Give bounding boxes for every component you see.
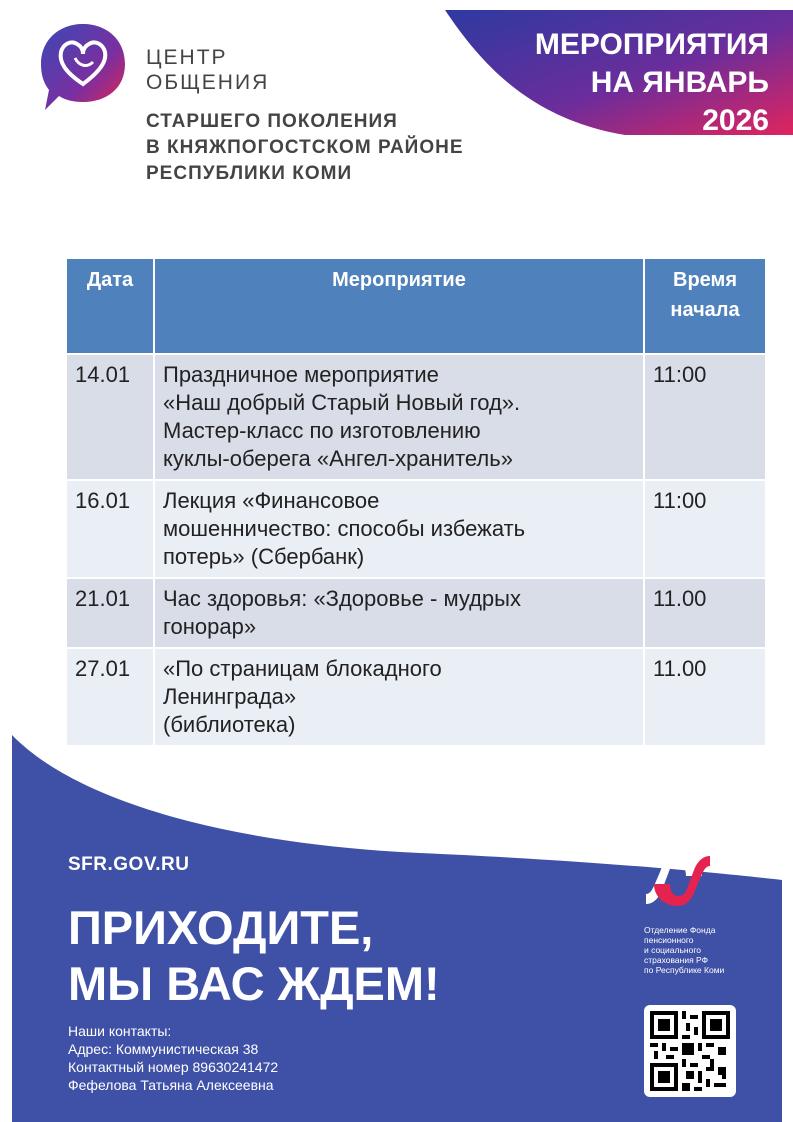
banner-line: НА ЯНВАРЬ xyxy=(590,66,769,99)
event-title-line: «Наш добрый Старый Новый год». xyxy=(163,390,521,415)
org-subtitle-line: В КНЯЖПОГОСТСКОМ РАЙОНЕ xyxy=(146,137,464,158)
banner-line: МЕРОПРИЯТИЯ xyxy=(534,28,769,61)
banner-title xyxy=(535,26,769,140)
banner-line: 2026 xyxy=(702,104,769,137)
event-title-line: куклы-оберега «Ангел-хранитель» xyxy=(163,446,513,471)
header-date: Дата xyxy=(66,258,154,354)
org-name-line: ЦЕНТР xyxy=(146,46,228,69)
event-date: 16.01 xyxy=(66,480,154,578)
website-link[interactable]: SFR.GOV.RU xyxy=(68,854,190,875)
event-time: 11:00 xyxy=(644,354,766,480)
event-title-line: Час здоровья: «Здоровье - мудрых xyxy=(163,586,521,611)
table-row xyxy=(66,648,766,746)
slogan xyxy=(68,900,440,1012)
header-time-line: Время xyxy=(673,269,737,291)
sfr-caption-line: и социального xyxy=(644,945,701,955)
header-time-line: начала xyxy=(670,299,740,321)
contacts xyxy=(68,1022,278,1094)
table-row xyxy=(66,578,766,648)
sfr-caption-line: Отделение Фонда xyxy=(644,925,716,935)
event-date: 21.01 xyxy=(66,578,154,648)
event-date: 14.01 xyxy=(66,354,154,480)
title-banner xyxy=(445,10,793,135)
event-title-line: потерь» (Сбербанк) xyxy=(163,544,365,569)
sfr-logo-icon xyxy=(644,850,712,910)
org-name-line: ОБЩЕНИЯ xyxy=(146,71,270,94)
event-title-line: (библиотека) xyxy=(163,712,296,737)
event-title xyxy=(154,648,644,746)
event-title-line: Лекция «Финансовое xyxy=(163,488,380,513)
org-subtitle-line: СТАРШЕГО ПОКОЛЕНИЯ xyxy=(146,111,398,132)
sfr-caption-line: по Республике Коми xyxy=(644,965,725,975)
event-title-line: гонорар» xyxy=(163,614,257,639)
header-event: Мероприятие xyxy=(154,258,644,354)
event-date: 27.01 xyxy=(66,648,154,746)
qr-code-pattern xyxy=(650,1011,730,1091)
sfr-caption-line: пенсионного xyxy=(644,935,694,945)
heart-speech-bubble-icon xyxy=(35,18,131,114)
event-time: 11.00 xyxy=(644,578,766,648)
event-title-line: Мастер-класс по изготовлению xyxy=(163,418,481,443)
event-title-line: «По страницам блокадного xyxy=(163,656,442,681)
org-subtitle xyxy=(146,109,464,187)
event-title-line: Ленинграда» xyxy=(163,684,297,709)
slogan-line: МЫ ВАС ЖДЕМ! xyxy=(68,957,440,1010)
event-title-line: мошенничество: способы избежать xyxy=(163,516,526,541)
contacts-line: Фефелова Татьяна Алексеевна xyxy=(68,1077,274,1093)
event-title xyxy=(154,480,644,578)
contacts-line: Наши контакты: xyxy=(68,1023,172,1039)
table-row xyxy=(66,480,766,578)
header-time xyxy=(644,258,766,354)
table-row xyxy=(66,354,766,480)
slogan-line: ПРИХОДИТЕ, xyxy=(68,901,374,954)
events-table xyxy=(65,257,767,747)
org-subtitle-line: РЕСПУБЛИКИ КОМИ xyxy=(146,163,353,184)
sfr-caption-line: страхования РФ xyxy=(644,955,709,965)
event-title-line: Праздничное мероприятие xyxy=(163,362,439,387)
event-title xyxy=(154,578,644,648)
contacts-line: Контактный номер 89630241472 xyxy=(68,1059,279,1075)
event-time: 11.00 xyxy=(644,648,766,746)
sfr-caption xyxy=(644,925,724,975)
contacts-line: Адрес: Коммунистическая 38 xyxy=(68,1041,259,1057)
event-time: 11:00 xyxy=(644,480,766,578)
event-title xyxy=(154,354,644,480)
table-header-row xyxy=(66,258,766,354)
qr-code[interactable] xyxy=(644,1005,736,1097)
